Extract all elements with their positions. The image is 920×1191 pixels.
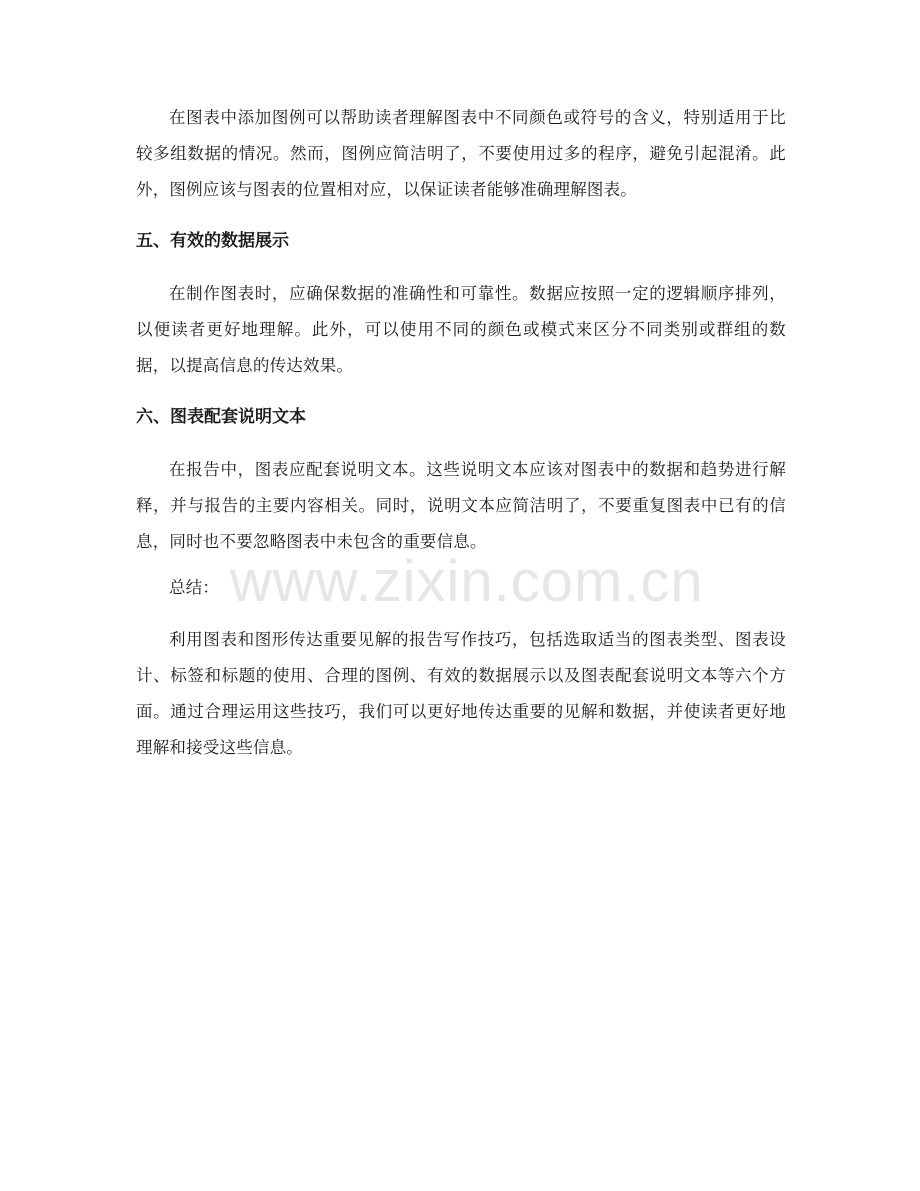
paragraph-explanatory-text: 在报告中，图表应配套说明文本。这些说明文本应该对图表中的数据和趋势进行解释，并与报告的主要内容相关。同时，说明文本应简洁明了，不要重复图表中已有的信息，同时也不要忽略图表中未包含的重要信息。 xyxy=(136,460,786,551)
paragraph-data-display: 在制作图表时，应确保数据的准确性和可靠性。数据应按照一定的逻辑顺序排列，以便读者更好地理解。此外，可以使用不同的颜色或模式来区分不同类别或群组的数据，以提高信息的传达效果。 xyxy=(136,284,786,375)
paragraph-legend: 在图表中添加图例可以帮助读者理解图表中不同颜色或符号的含义，特别适用于比较多组数据的情况。然而，图例应简洁明了，不要使用过多的程序，避免引起混淆。此外，图例应该与图表的位置相对应，以保证读者能够准确理解图表。 xyxy=(136,108,786,199)
watermark: www.zixin.com.cn xyxy=(230,549,704,614)
paragraph-summary: 利用图表和图形传达重要见解的报告写作技巧，包括选取适当的图表类型、图表设计、标签和标题的使用、合理的图例、有效的数据展示以及图表配套说明文本等六个方面。通过合理运用这些技巧，我们可以更好地传达重要的见解和数据，并使读者更好地理解和接受这些信息。 xyxy=(136,630,786,757)
summary-label: 总结： xyxy=(169,578,220,597)
section-heading-data-display: 五、有效的数据展示 xyxy=(136,231,289,251)
section-heading-explanatory-text: 六、图表配套说明文本 xyxy=(136,407,306,427)
